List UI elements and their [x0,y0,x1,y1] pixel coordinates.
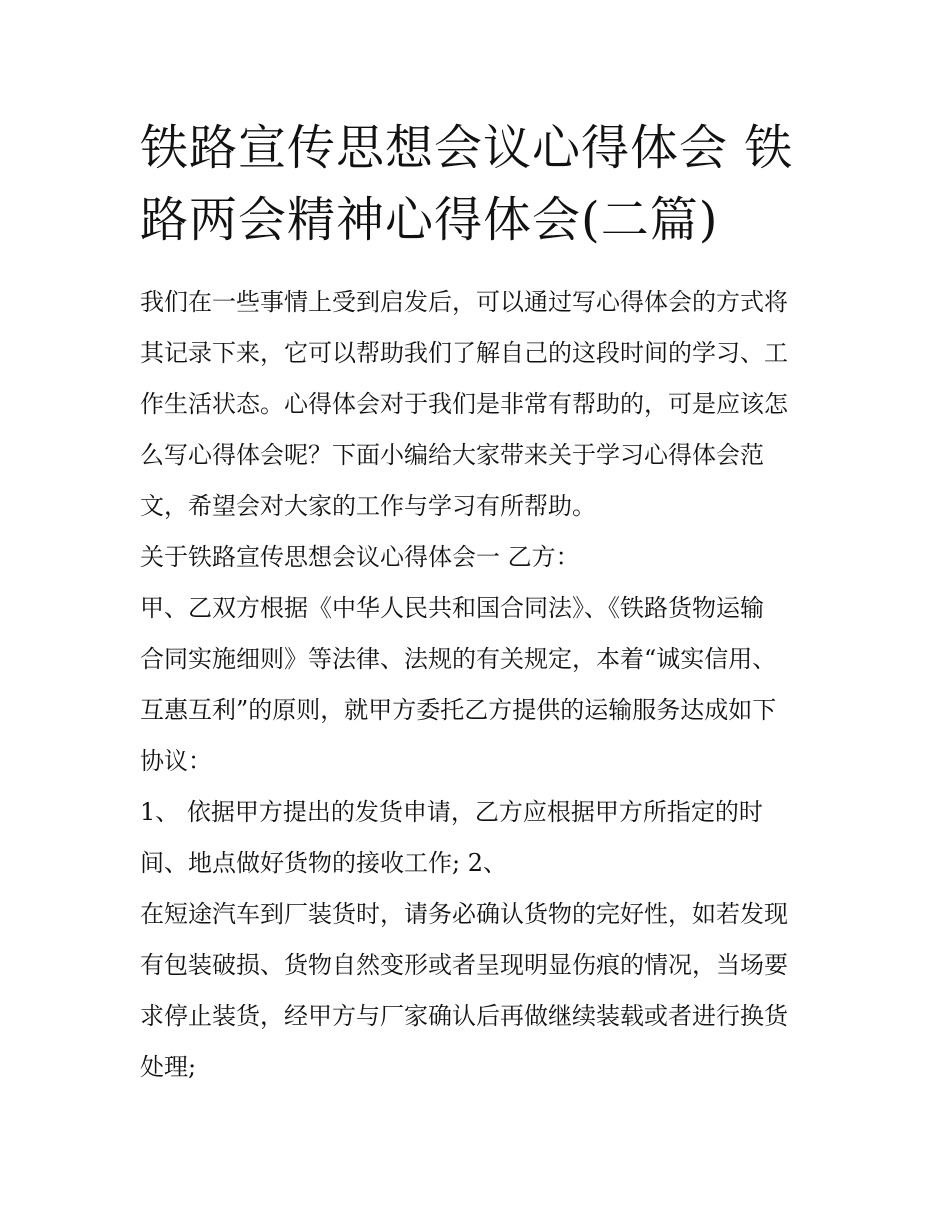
body-line: 求停止装货，经甲方与厂家确认后再做继续装载或者进行换货 [140,1002,788,1030]
body-line: 关于铁路宣传思想会议心得体会一 乙方： [140,543,580,571]
title-line: 路两会精神心得体会(二篇) [140,192,719,248]
body-line: 1、 依据甲方提出的发货申请，乙方应根据甲方所指定的时 [140,798,763,826]
body-line: 文，希望会对大家的工作与学习有所帮助。 [140,492,596,520]
body-line: 合同实施细则》等法律、法规的有关规定，本着“诚实信用、 [140,645,777,673]
body-line: 互惠互利”的原则，就甲方委托乙方提供的运输服务达成如下 [140,696,777,724]
body-line: 处理; [140,1053,197,1081]
document-title [140,112,820,256]
document-body [140,277,820,1093]
body-line: 作生活状态。心得体会对于我们是非常有帮助的，可是应该怎 [140,390,788,418]
body-line: 有包装破损、货物自然变形或者呈现明显伤痕的情况，当场要 [140,951,788,979]
body-line: 协议： [140,747,212,775]
body-line: 间、地点做好货物的接收工作; 2、 [140,849,507,877]
body-line: 么写心得体会呢？下面小编给大家带来关于学习心得体会范 [140,441,764,469]
body-line: 我们在一些事情上受到启发后，可以通过写心得体会的方式将 [140,288,788,316]
body-line: 在短途汽车到厂装货时，请务必确认货物的完好性，如若发现 [140,900,788,928]
body-line: 其记录下来，它可以帮助我们了解自己的这段时间的学习、工 [140,339,788,367]
title-line: 铁路宣传思想会议心得体会 铁 [140,120,794,176]
body-line: 甲、乙双方根据《中华人民共和国合同法》、《铁路货物运输 [140,594,764,622]
